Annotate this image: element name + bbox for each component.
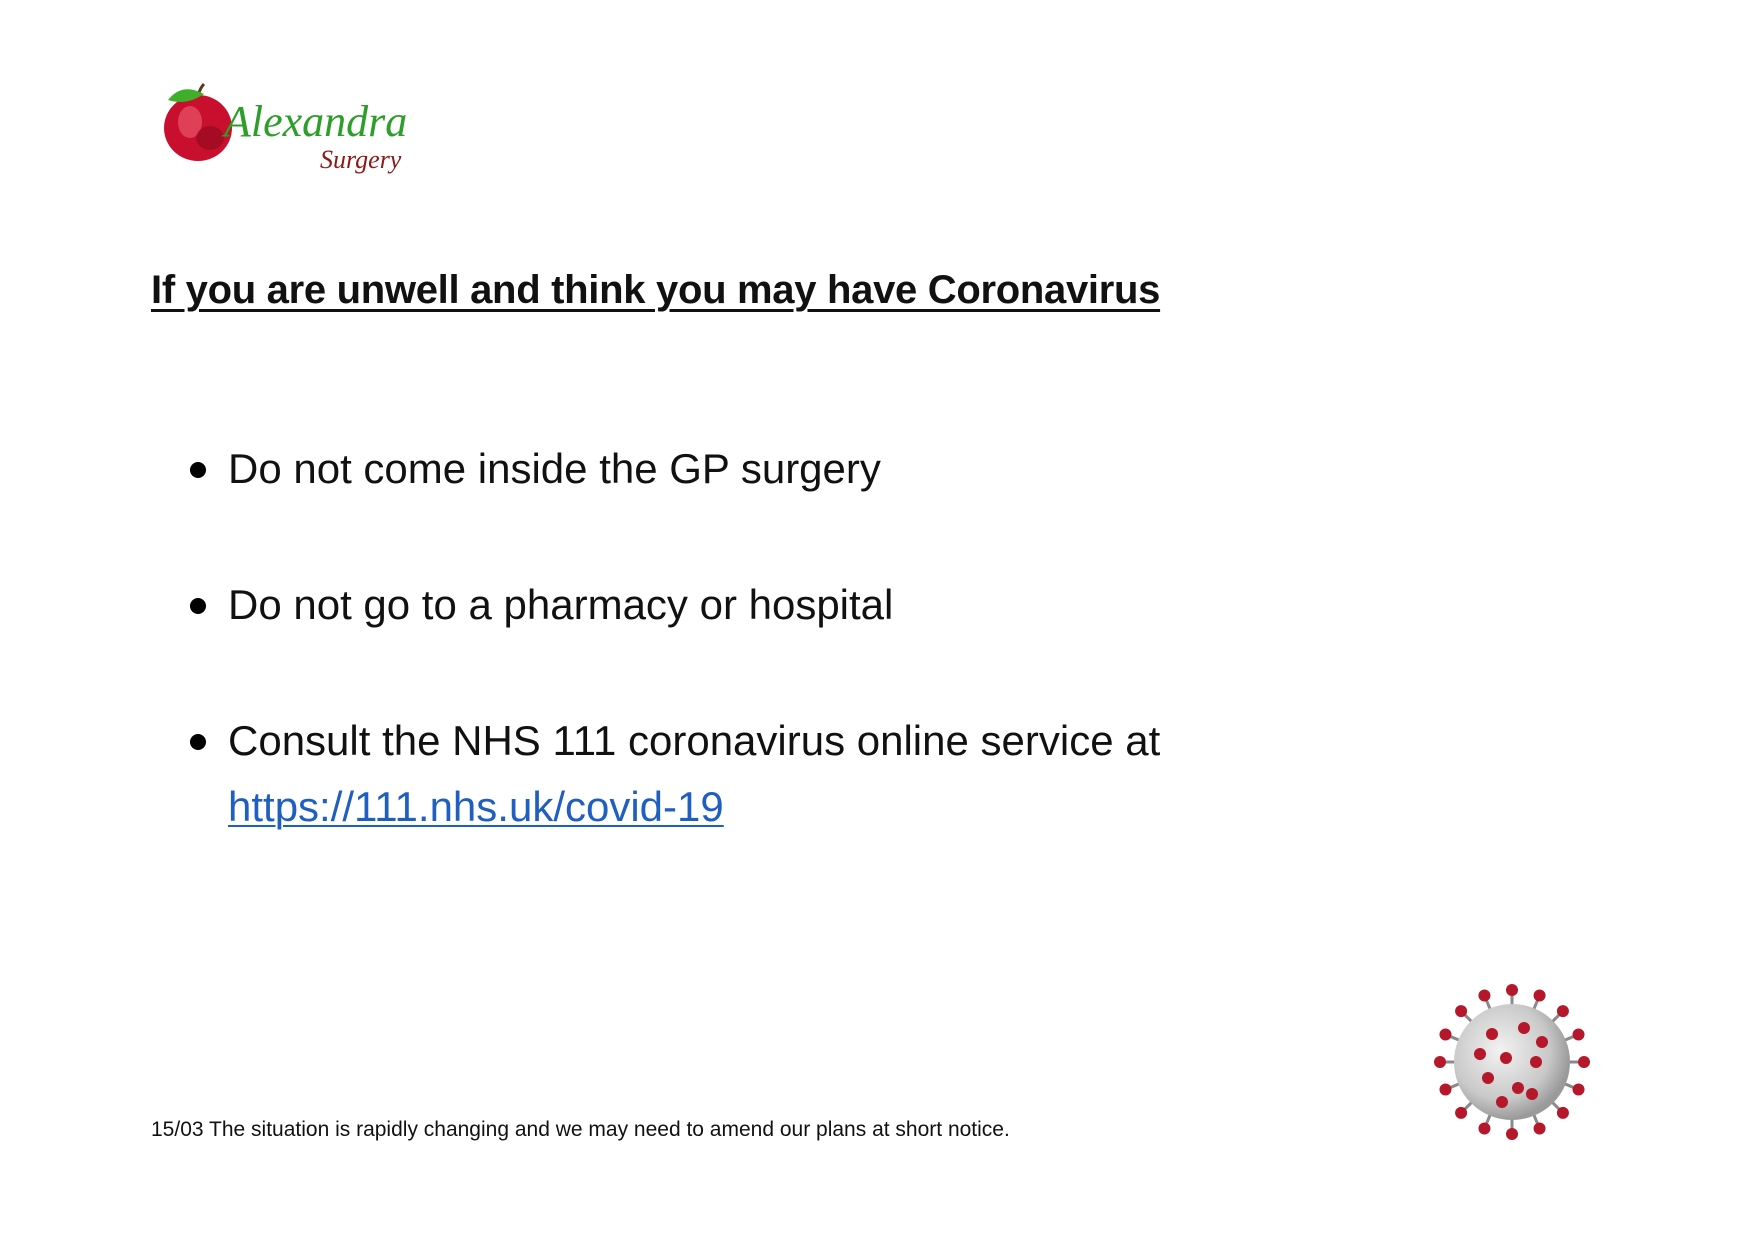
virus-spike-head [1534,1123,1546,1135]
list-item [190,708,1390,840]
nhs-111-link[interactable]: https://111.nhs.uk/covid-19 [228,783,724,830]
virus-spike-head [1573,1084,1585,1096]
virus-surface-protein [1474,1048,1486,1060]
list-item [190,436,1390,502]
virus-spike-head [1478,1123,1490,1135]
virus-spike-head [1557,1005,1569,1017]
virus-surface-protein [1500,1052,1512,1064]
logo-text-sub: Surgery [320,145,402,174]
virus-surface-protein [1536,1036,1548,1048]
advice-list [190,436,1390,840]
virus-spike-head [1434,1056,1446,1068]
list-item-text: Consult the NHS 111 coronavirus online service at [228,717,1161,764]
virus-spike-head [1506,984,1518,996]
virus-surface-protein [1526,1088,1538,1100]
virus-surface-protein [1518,1022,1530,1034]
virus-spike-head [1534,989,1546,1001]
virus-spike-head [1439,1084,1451,1096]
virus-spike-head [1455,1107,1467,1119]
virus-spike-head [1573,1028,1585,1040]
logo-text-main: Alexandra [224,97,408,146]
virus-spike-head [1557,1107,1569,1119]
virus-spike-head [1578,1056,1590,1068]
list-item-text: Do not go to a pharmacy or hospital [228,581,894,628]
bullet-icon [190,734,206,750]
apple-icon [160,78,440,178]
virus-surface-protein [1496,1096,1508,1108]
list-item [190,572,1390,638]
virus-surface-protein [1512,1082,1524,1094]
virus-spike-head [1439,1028,1451,1040]
virus-spike-head [1478,989,1490,1001]
virus-surface-protein [1482,1072,1494,1084]
virus-spike-head [1455,1005,1467,1017]
virus-surface-protein [1486,1028,1498,1040]
list-item-text: Do not come inside the GP surgery [228,445,881,492]
surgery-logo [160,78,440,178]
coronavirus-icon [1432,982,1592,1142]
bullet-icon [190,598,206,614]
bullet-icon [190,462,206,478]
page-heading: If you are unwell and think you may have Coronavirus [151,268,1161,312]
virus-surface-protein [1530,1056,1542,1068]
virus-spike-head [1506,1128,1518,1140]
footer-note: 15/03 The situation is rapidly changing and we may need to amend our plans at short notice. [151,1118,1010,1141]
